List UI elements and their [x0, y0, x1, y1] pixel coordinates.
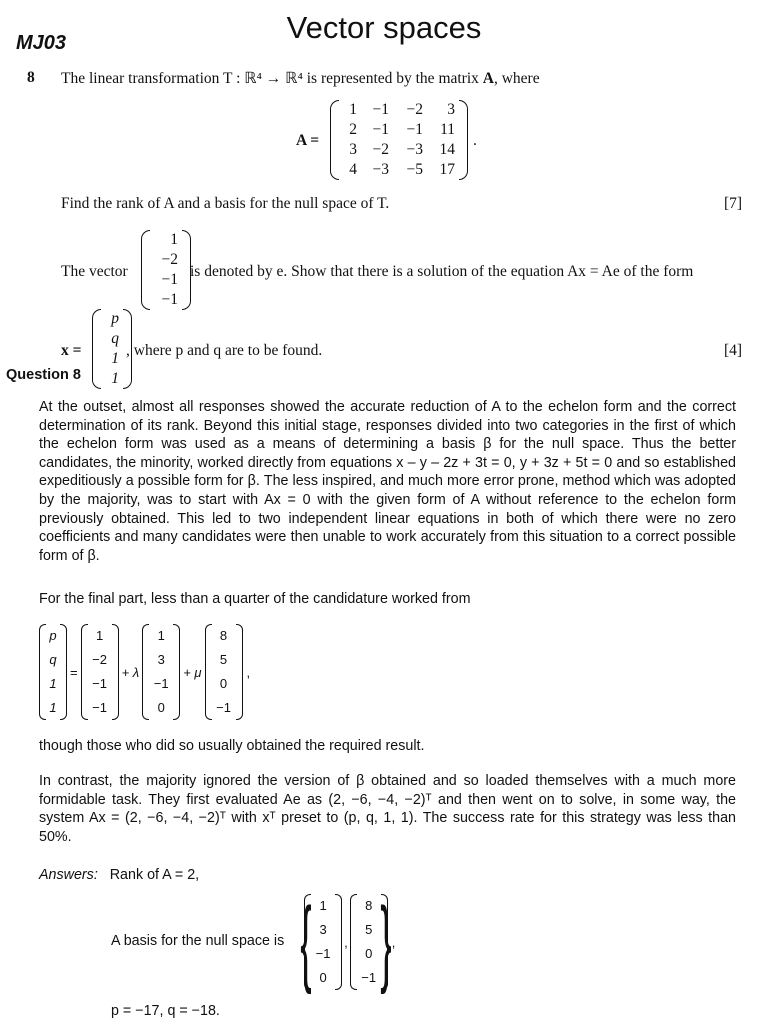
matrix-entry: 11	[440, 121, 455, 138]
report-heading: Question 8	[6, 367, 81, 383]
vector-entry: 1	[157, 628, 165, 643]
basis-end: ,	[391, 934, 396, 950]
vector-entry: −1	[153, 676, 169, 691]
vector-entry: 1	[111, 370, 119, 387]
vector-entry: 0	[219, 676, 228, 691]
vector-entry: −1	[92, 676, 107, 691]
matrix-end: .	[473, 132, 477, 149]
matrix-entry: 3	[349, 141, 357, 158]
basis-label: A basis for the null space is	[111, 933, 285, 949]
matrix-entry: −1	[372, 101, 389, 118]
vector-entry: 1	[95, 628, 104, 643]
document-code: MJ03	[16, 32, 67, 54]
vector-entry: 0	[157, 700, 165, 715]
vector-e	[141, 230, 191, 310]
vector-entry: 1	[49, 676, 57, 691]
x-trail: , where p and q are to be found.	[126, 342, 323, 359]
answers-line	[39, 866, 199, 885]
matrix-entry: −3	[372, 161, 389, 178]
vector-entry: 1	[319, 898, 327, 913]
vector-e-lead: The vector	[61, 263, 128, 280]
vector-entry: 8	[365, 898, 373, 913]
question-intro: The linear transformation T : ℝ⁴ → ℝ⁴ is represented by the matrix A, where	[61, 70, 540, 87]
eq-plus-lambda: + λ	[121, 664, 140, 680]
matrix-label: A =	[296, 132, 320, 149]
eq-vector-basis-2	[205, 624, 243, 720]
vector-entry: −1	[161, 291, 178, 308]
vector-entry: −1	[92, 700, 107, 715]
answers-label: Answers:	[39, 867, 98, 883]
vector-entry: 1	[111, 350, 119, 367]
vector-entry: p	[111, 310, 119, 327]
matrix-entry: −5	[406, 161, 423, 178]
vector-entry: −1	[315, 946, 331, 961]
part1-text: Find the rank of A and a basis for the null space of T.	[61, 195, 390, 212]
report-paragraph-3: though those who did so usually obtained the required result.	[39, 738, 425, 754]
report-paragraph-2: For the final part, less than a quarter of the candidature worked from	[39, 591, 471, 607]
vector-entry: 0	[365, 946, 373, 961]
eq-equals: =	[70, 664, 78, 680]
vector-entry: −1	[216, 700, 231, 715]
matrix-entry: 3	[447, 101, 455, 118]
matrix-entry: 17	[439, 161, 455, 178]
matrix-entry: −1	[406, 121, 423, 138]
vector-entry: −2	[92, 652, 107, 667]
close-brace: }	[380, 888, 392, 995]
part1-marks: [7]	[724, 195, 743, 212]
vector-entry: 3	[157, 652, 165, 667]
vector-entry: 0	[319, 970, 327, 985]
x-label: x =	[61, 342, 82, 359]
vector-entry: 5	[219, 652, 228, 667]
eq-vector-particular	[81, 624, 119, 720]
vector-entry: −1	[361, 970, 377, 985]
vector-entry: p	[49, 628, 57, 643]
matrix-entry: −2	[406, 101, 423, 118]
vector-e-trail: is denoted by e. Show that there is a solution of the equation Ax = Ae of the form	[190, 263, 694, 280]
eq-vector-pq	[39, 624, 67, 720]
final-answer: p = −17, q = −18.	[111, 1003, 220, 1019]
eq-vector-basis-1	[142, 624, 180, 720]
matrix-entry: 4	[349, 161, 357, 178]
vector-entry: 5	[365, 922, 373, 937]
vector-entry: 1	[170, 231, 178, 248]
eq-plus-mu: + μ	[183, 664, 202, 680]
vector-entry: −2	[161, 251, 178, 268]
page-title: Vector spaces	[286, 10, 482, 45]
vector-equation	[39, 624, 250, 720]
matrix-entry: 2	[349, 121, 357, 138]
eq-end: ,	[246, 664, 251, 680]
vector-entry: q	[49, 652, 57, 667]
matrix-entry: 1	[349, 101, 357, 118]
matrix-entry: −1	[372, 121, 389, 138]
part2-marks: [4]	[724, 342, 743, 359]
report-paragraph-4: In contrast, the majority ignored the version of β obtained and so loaded themselves with a much more formidable task. They first evaluated Ae as (2, −6, −4, −2)ᵀ and then went on to solve, in some way, the system Ax = (2, −6, −4, −2)ᵀ with xᵀ preset to (p, q, 1, 1). The success rate for this strategy was less than 50%.	[39, 773, 736, 845]
matrix-entry: −3	[406, 141, 423, 158]
answers-rank: Rank of A = 2,	[109, 867, 200, 883]
vector-entry: q	[111, 330, 119, 347]
open-brace: {	[300, 888, 312, 995]
vector-entry: 8	[219, 628, 228, 643]
matrix-entry: 14	[439, 141, 455, 158]
question-number: 8	[27, 69, 35, 86]
matrix-entry: −2	[372, 141, 389, 158]
report-paragraph-1: At the outset, almost all responses showed the accurate reduction of A to the echelon form and the correct determination of its rank. Beyond this initial stage, responses divided into two categories in the first of which the echelon form was used as a means of determining a basis β for the null space. Thus the better candidates, the minority, worked directly from equations x – y – 2z + 3t = 0, y + 3z + 5t = 0 and so established expeditiously a possible form for β. The less inspired, and much more error prone, method which was adopted by the majority, was to start with Ax = 0 with the given form of A without reference to the echelon form previously obtained. This led to two independent linear equations in both of which there were no zero coefficients and many candidates were then unable to work accurately from this situation to a correct possible form of β.	[39, 399, 736, 564]
matrix-a	[330, 100, 468, 180]
vector-entry: −1	[161, 271, 178, 288]
vector-entry: 3	[319, 922, 327, 937]
basis-set: { 1 3 −1 0 , 8 5 0 −1 } ,	[300, 888, 396, 995]
vector-entry: 1	[49, 700, 57, 715]
